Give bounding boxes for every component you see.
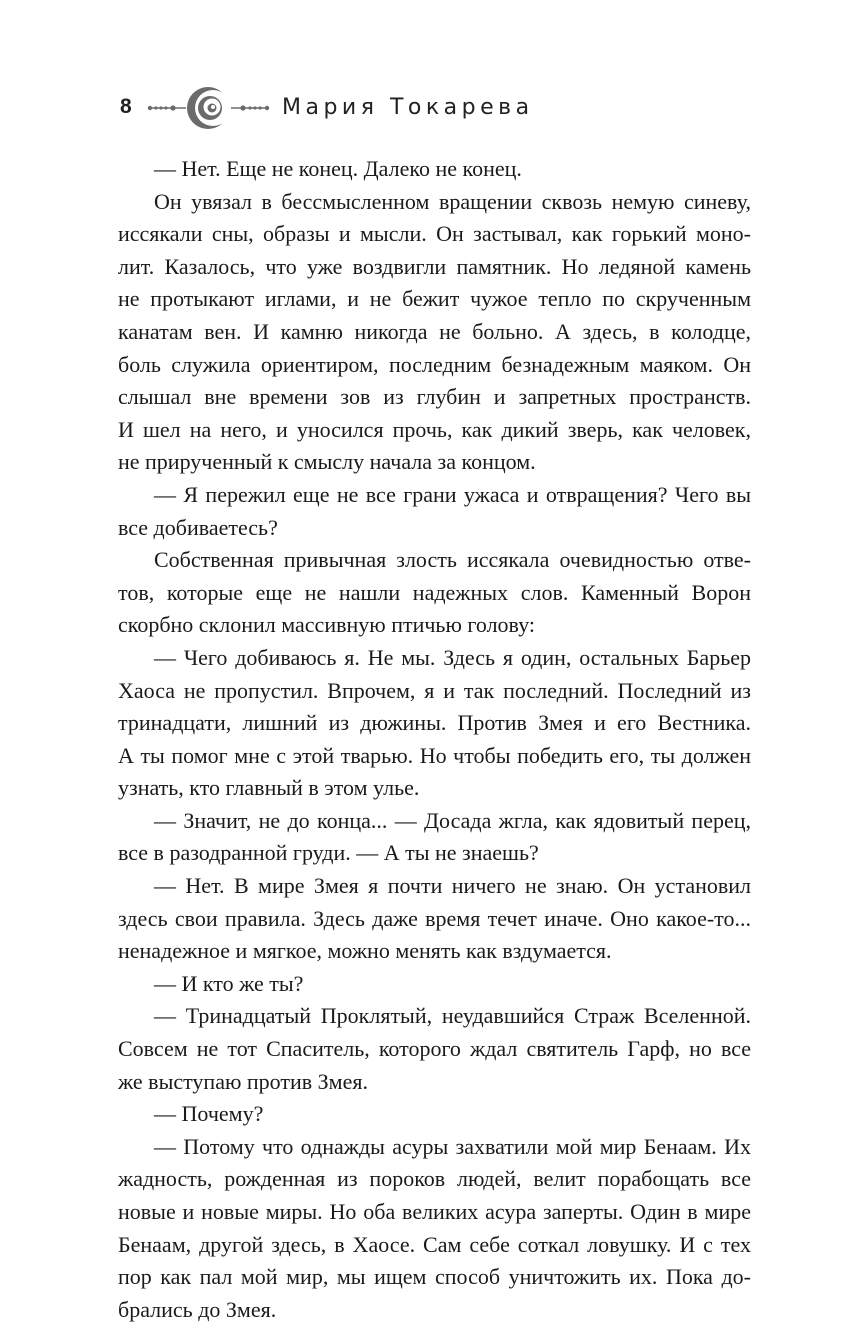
text-line: жадность, рожденная из пороков людей, велит порабощать все (118, 1166, 751, 1192)
text-line: ненадежное и мягкое, можно менять как вздумается. (118, 938, 612, 964)
text-line: А ты помог мне с этой тварью. Но чтобы победить его, ты должен (118, 742, 751, 768)
running-header (112, 82, 534, 134)
text-line: боль служила ориентиром, последним безнадежным маяком. Он (118, 351, 751, 377)
text-line: канатам вен. И камню никогда не больно. А здесь, в колодце, (118, 318, 751, 344)
text-line: не прирученный к смыслу начала за концом. (118, 449, 536, 475)
text-line: все добиваетесь? (118, 514, 278, 540)
text-line: — Почему? (154, 1101, 264, 1127)
moon-circle-ornament-icon (146, 85, 271, 131)
text-line: все в разодранной груди. — А ты не знаешь? (118, 840, 539, 866)
text-line: тринадцати, лишний из дюжины. Против Змея и его Вестника. (118, 710, 751, 736)
text-line: Бенаам, другой здесь, в Хаосе. Сам себе соткал ловушку. И с тех (118, 1231, 751, 1257)
text-line: Собственная привычная злость иссякала очевидностью отве- (154, 547, 751, 573)
text-line: — Нет. Еще не конец. Далеко не конец. (154, 156, 522, 181)
text-line: не протыкают иглами, и не бежит чужое тепло по скрученным (118, 286, 751, 312)
text-line: — Я пережил еще не все грани ужаса и отвращения? Чего вы (154, 481, 751, 507)
text-line: — Нет. В мире Змея я почти ничего не знаю. Он установил (154, 873, 751, 899)
page-number: 8 (120, 95, 132, 118)
author-name: Мария Токарева (282, 95, 534, 120)
text-line: скорбно склонил массивную птичью голову: (118, 612, 536, 638)
text-line: слышал вне времени зов из глубин и запретных пространств. (118, 384, 751, 410)
text-line: брались до Змея. (118, 1296, 277, 1322)
text-line: тов, которые еще не нашли надежных слов. Каменный Ворон (118, 579, 751, 605)
text-line: — Потому что однажды асуры захватили мой мир Бенаам. Их (154, 1133, 751, 1159)
text-line: новые и новые миры. Но оба великих асура заперты. Один в мире (118, 1199, 751, 1224)
text-line: здесь свои правила. Здесь даже время течет иначе. Оно какое-то... (118, 905, 751, 931)
text-line: — И кто же ты? (154, 970, 304, 996)
text-line: лит. Казалось, что уже воздвигли памятник. Но ледяной камень (118, 253, 751, 279)
text-line: — Тринадцатый Проклятый, неудавшийся Страж Вселенной. (154, 1003, 751, 1029)
text-line: же выступаю против Змея. (118, 1068, 368, 1094)
text-line: Совсем не тот Спаситель, которого ждал святитель Гарф, но все (118, 1036, 751, 1062)
body-text (118, 153, 751, 1326)
text-line: пор как пал мой мир, мы ищем способ уничтожить их. Пока до- (118, 1264, 751, 1290)
text-line: — Чего добиваюсь я. Не мы. Здесь я один, остальных Барьер (154, 644, 751, 670)
text-line: узнать, кто главный в этом улье. (118, 775, 420, 801)
text-line: Он увязал в бессмысленном вращении сквозь немую синеву, (154, 188, 751, 214)
text-line: И шел на него, и уносился прочь, как дикий зверь, как человек, (118, 416, 751, 442)
text-line: иссякали сны, образы и мысли. Он застывал, как горький моно- (118, 221, 751, 247)
text-line: Хаоса не пропустил. Впрочем, я и так последний. Последний из (118, 677, 751, 703)
text-line: — Значит, не до конца... — Досада жгла, как ядовитый перец, (154, 807, 751, 833)
